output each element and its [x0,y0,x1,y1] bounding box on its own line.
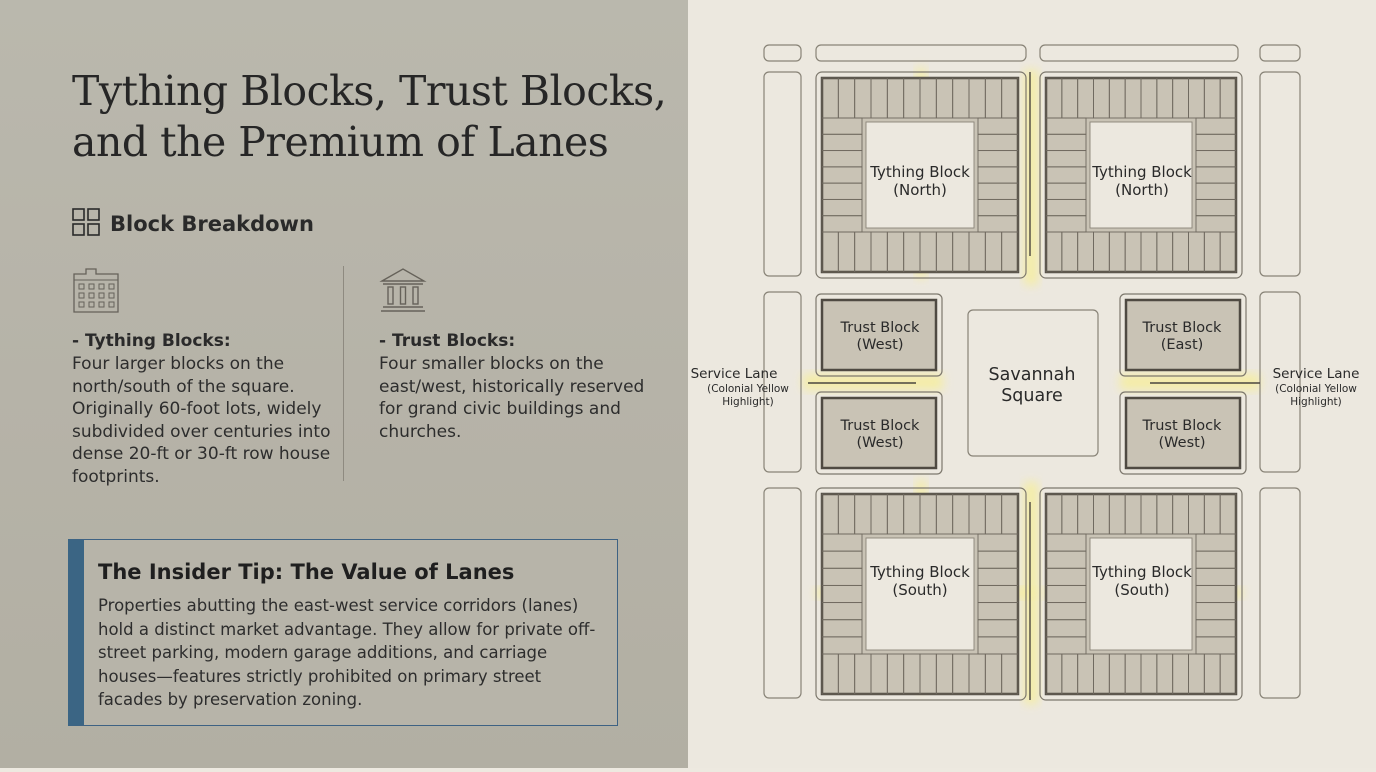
street-outline [1260,45,1300,61]
street-outline [1260,292,1300,472]
trust-description: Four smaller blocks on the east/west, historically reserved for grand civic buildings and churches. [379,354,645,442]
tything-heading: - Tything Blocks: [72,331,231,351]
page-title [72,66,672,168]
svg-text:Service Lane: Service Lane [1272,366,1360,382]
svg-text:Trust Block: Trust Block [1142,320,1222,336]
block-breakdown-heading [72,208,314,240]
svg-text:(North): (North) [1115,181,1169,199]
insider-tip-body: Properties abutting the east-west service corridors (lanes) hold a distinct market advantage. They allow for private off-street parking, modern garage additions, and carriage houses—features strictly prohibited on primary street facades by preservation zoning. [98,596,596,709]
tything-description: Four larger blocks on the north/south of the square. Originally 60-foot lots, widely subdivided over centuries into dense 20-ft or 30-ft row house footprints. [72,354,331,487]
info-panel [0,0,688,768]
service-lane-left-label [691,366,790,408]
svg-text:(West): (West) [856,435,904,451]
street-outline [764,45,801,61]
grid-icon [72,208,100,240]
column-divider [343,266,344,481]
street-outline [1260,72,1300,276]
street-outline [764,488,801,698]
ward-map [688,0,1376,768]
street-outline [1040,45,1238,61]
svg-text:(West): (West) [1158,435,1206,451]
map-panel [688,0,1376,768]
svg-text:Trust Block: Trust Block [840,320,920,336]
street-outline [764,292,801,472]
svg-text:Trust Block: Trust Block [840,418,920,434]
svg-text:Square: Square [1001,386,1063,406]
svg-text:(Colonial Yellow: (Colonial Yellow [1275,383,1357,395]
building-icon [72,266,120,318]
street-outline [764,72,801,276]
trust-heading: - Trust Blocks: [379,331,516,351]
street-outline [1260,488,1300,698]
street-outline [816,45,1026,61]
title-line-2: and the Premium of Lanes [72,118,609,166]
service-lane-right-label [1273,366,1360,408]
svg-text:Highlight): Highlight) [1290,396,1342,408]
svg-text:Savannah: Savannah [988,365,1076,385]
insider-tip-callout [68,539,618,726]
svg-text:Tything Block: Tything Block [1092,563,1192,581]
svg-text:(East): (East) [1160,337,1204,353]
civic-building-icon [379,266,427,318]
svg-text:(North): (North) [893,181,947,199]
savannah-square-label [989,365,1076,406]
insider-tip-title: The Insider Tip: The Value of Lanes [98,560,515,584]
svg-text:(Colonial Yellow: (Colonial Yellow [707,383,789,395]
svg-text:Tything Block: Tything Block [870,563,970,581]
svg-text:(South): (South) [1114,581,1170,599]
svg-text:Highlight): Highlight) [722,396,774,408]
svg-text:Trust Block: Trust Block [1142,418,1222,434]
block-breakdown-label: Block Breakdown [110,212,314,236]
title-line-1: Tything Blocks, Trust Blocks, [72,67,667,115]
tything-column [72,266,342,488]
trust-column [379,266,649,443]
svg-text:Tything Block: Tything Block [870,163,970,181]
svg-text:(South): (South) [892,581,948,599]
svg-text:(West): (West) [856,337,904,353]
svg-text:Tything Block: Tything Block [1092,163,1192,181]
svg-text:Service Lane: Service Lane [690,366,778,382]
